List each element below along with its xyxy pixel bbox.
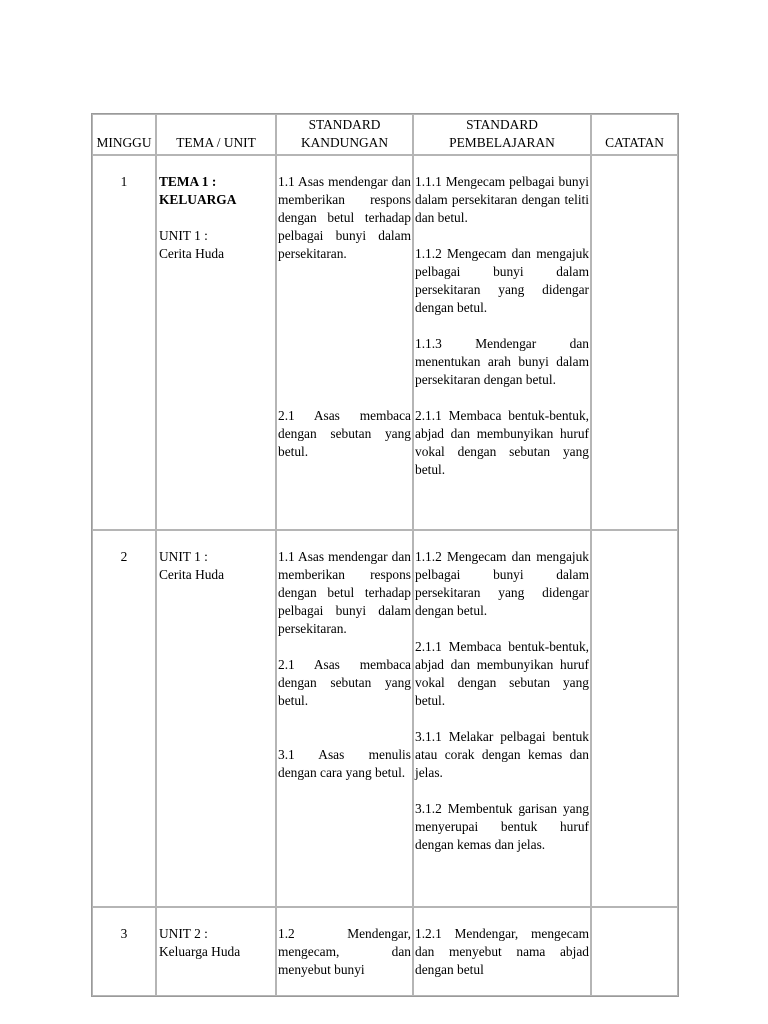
standard-pembelajaran-cell xyxy=(413,907,591,996)
standard-kandungan-cell xyxy=(276,907,413,996)
table-row xyxy=(92,155,678,530)
header-standard-pembelajaran: STANDARD PEMBELAJARAN xyxy=(413,114,591,155)
unit-label: UNIT 1 : Cerita Huda xyxy=(159,549,225,582)
kandungan-item: 2.1 Asas membaca dengan sebutan yang betul. xyxy=(278,657,411,708)
kandungan-item: 1.1 Asas mendengar dan memberikan respons dengan betul terhadap pelbagai bunyi dalam persekitaran. xyxy=(278,549,411,636)
pembelajaran-item: 1.1.3 Mendengar dan menentukan arah bunyi dalam persekitaran dengan betul. xyxy=(415,336,589,387)
standard-kandungan-cell xyxy=(276,530,413,907)
pembelajaran-item: 3.1.1 Melakar pelbagai bentuk atau corak dengan kemas dan jelas. xyxy=(415,729,589,780)
lesson-plan-table xyxy=(91,113,679,997)
kandungan-item: 1.2 Mendengar, mengecam, dan menyebut bunyi xyxy=(278,926,411,977)
pembelajaran-item: 1.1.2 Mengecam dan mengajuk pelbagai bunyi dalam persekitaran yang didengar dengan betul. xyxy=(415,246,589,315)
kandungan-item: 1.1 Asas mendengar dan memberikan respons dengan betul terhadap pelbagai bunyi dalam persekitaran. xyxy=(278,174,411,261)
header-catatan: CATATAN xyxy=(591,114,678,155)
standard-kandungan-cell xyxy=(276,155,413,530)
tema-unit-cell xyxy=(156,155,276,530)
catatan-cell xyxy=(591,155,678,530)
table-row xyxy=(92,530,678,907)
header-row xyxy=(92,114,678,155)
week-number: 2 xyxy=(92,530,156,907)
pembelajaran-item: 1.1.2 Mengecam dan mengajuk pelbagai bunyi dalam persekitaran yang didengar dengan betul. xyxy=(415,549,589,618)
pembelajaran-item: 1.2.1 Mendengar, mengecam dan menyebut nama abjad dengan betul xyxy=(415,926,589,977)
tema-unit-cell xyxy=(156,907,276,996)
pembelajaran-item: 3.1.2 Membentuk garisan yang menyerupai bentuk huruf dengan kemas dan jelas. xyxy=(415,801,589,852)
pembelajaran-item: 2.1.1 Membaca bentuk-bentuk, abjad dan membunyikan huruf vokal dengan sebutan yang betul. xyxy=(415,408,589,477)
tema-unit-cell xyxy=(156,530,276,907)
kandungan-item: 3.1 Asas menulis dengan cara yang betul. xyxy=(278,747,411,780)
catatan-cell xyxy=(591,530,678,907)
pembelajaran-item: 2.1.1 Membaca bentuk-bentuk, abjad dan membunyikan huruf vokal dengan sebutan yang betul. xyxy=(415,639,589,708)
standard-pembelajaran-cell xyxy=(413,155,591,530)
unit-label: UNIT 2 : Keluarga Huda xyxy=(159,926,241,959)
week-number: 3 xyxy=(92,907,156,996)
unit-label: UNIT 1 : Cerita Huda xyxy=(159,228,225,261)
pembelajaran-item: 1.1.1 Mengecam pelbagai bunyi dalam persekitaran dengan teliti dan betul. xyxy=(415,174,589,225)
header-standard-kandungan: STANDARD KANDUNGAN xyxy=(276,114,413,155)
catatan-cell xyxy=(591,907,678,996)
week-number: 1 xyxy=(92,155,156,530)
kandungan-item: 2.1 Asas membaca dengan sebutan yang betul. xyxy=(278,408,411,459)
tema-title: TEMA 1 : KELUARGA xyxy=(159,174,237,207)
table-row xyxy=(92,907,678,996)
header-minggu: MINGGU xyxy=(92,114,156,155)
header-tema-unit: TEMA / UNIT xyxy=(156,114,276,155)
standard-pembelajaran-cell xyxy=(413,530,591,907)
